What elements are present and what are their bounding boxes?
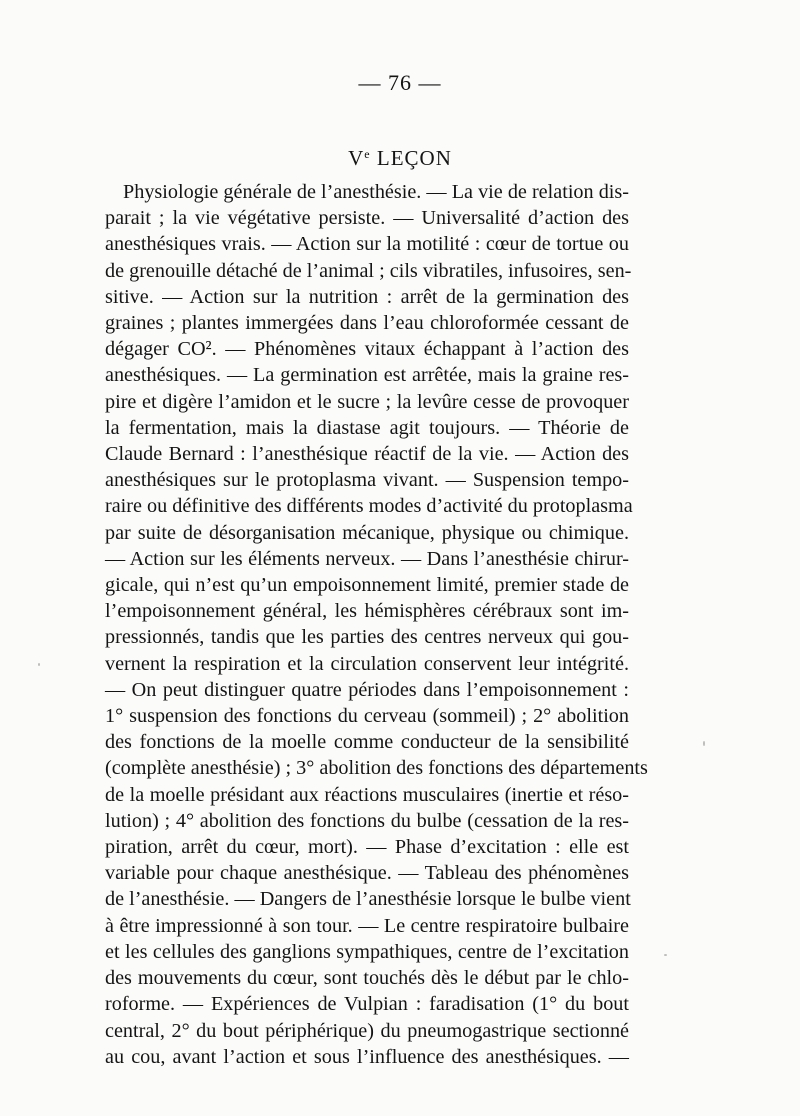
summary-line: raire ou définitive des différents modes d’activité du protoplasma	[105, 495, 633, 518]
summary-line: dégager CO². — Phénomènes vitaux échappant à l’action des	[105, 338, 629, 361]
summary-line: — On peut distinguer quatre périodes dans l’empoisonnement :	[105, 678, 629, 701]
summary-line: et les cellules des ganglions sympathiques, centre de l’excitation	[105, 940, 629, 963]
lesson-word: LEÇON	[376, 146, 452, 170]
summary-line: l’empoisonnement général, les hémisphères cérébraux sont im-	[105, 600, 629, 623]
summary-line: anesthésiques. — La germination est arrêtée, mais la graine res-	[105, 364, 629, 387]
summary-line: graines ; plantes immergées dans l’eau chloroformée cessant de	[105, 312, 629, 335]
summary-line: Claude Bernard : l’anesthésique réactif de la vie. — Action des	[105, 443, 629, 466]
page-number: — 76 —	[358, 70, 442, 95]
summary-line: — Action sur les éléments nerveux. — Dans l’anesthésie chirur-	[105, 547, 629, 570]
summary-line: la fermentation, mais la diastase agit toujours. — Théorie de	[105, 416, 629, 439]
summary-line: 1° suspension des fonctions du cerveau (sommeil) ; 2° abolition	[105, 705, 629, 728]
paper-speck	[664, 954, 667, 956]
summary-line: (complète anesthésie) ; 3° abolition des fonctions des départements	[105, 757, 648, 780]
summary-line: lution) ; 4° abolition des fonctions du bulbe (cessation de la res-	[105, 809, 629, 832]
summary-line: vernent la respiration et la circulation conservent leur intégrité.	[105, 652, 629, 675]
lesson-numeral: V	[348, 146, 365, 170]
summary-line: parait ; la vie végétative persiste. — Universalité d’action des	[105, 207, 629, 230]
summary-line: de l’anesthésie. — Dangers de l’anesthésie lorsque le bulbe vient	[105, 888, 631, 911]
summary-line: des mouvements du cœur, sont touchés dès le début par le chlo-	[105, 967, 629, 990]
summary-line: pressionnés, tandis que les parties des centres nerveux qui gou-	[105, 626, 629, 649]
summary-line: de grenouille détaché de l’animal ; cils vibratiles, infusoires, sen-	[105, 259, 632, 282]
lesson-ordinal-suffix: e	[364, 147, 371, 161]
paper-speck	[703, 741, 705, 746]
summary-line: central, 2° du bout périphérique) du pneumogastrique sectionné	[105, 1019, 629, 1042]
summary-line: par suite de désorganisation mécanique, physique ou chimique.	[105, 521, 629, 544]
lesson-title	[0, 146, 800, 171]
lesson-summary	[105, 179, 648, 1070]
summary-line: des fonctions de la moelle comme conducteur de la sensibilité	[105, 731, 629, 754]
paper-speck	[38, 663, 40, 666]
summary-line: anesthésiques sur le protoplasma vivant. — Suspension tempo-	[105, 469, 629, 492]
summary-line: au cou, avant l’action et sous l’influence des anesthésiques. —	[105, 1045, 629, 1068]
summary-line: gicale, qui n’est qu’un empoisonnement limité, premier stade de	[105, 574, 629, 597]
summary-line: piration, arrêt du cœur, mort). — Phase d’excitation : elle est	[105, 836, 629, 859]
summary-line: variable pour chaque anesthésique. — Tableau des phénomènes	[105, 862, 629, 885]
summary-line: anesthésiques vrais. — Action sur la motilité : cœur de tortue ou	[105, 233, 629, 256]
summary-line: roforme. — Expériences de Vulpian : faradisation (1° du bout	[105, 993, 629, 1016]
summary-line: sitive. — Action sur la nutrition : arrêt de la germination des	[105, 285, 629, 308]
summary-line: Physiologie générale de l’anesthésie. — La vie de relation dis-	[123, 181, 629, 203]
summary-line: pire et digère l’amidon et le sucre ; la levûre cesse de provoquer	[105, 390, 629, 413]
summary-line: de la moelle présidant aux réactions musculaires (inertie et réso-	[105, 783, 629, 806]
summary-line: à être impressionné à son tour. — Le centre respiratoire bulbaire	[105, 914, 629, 937]
